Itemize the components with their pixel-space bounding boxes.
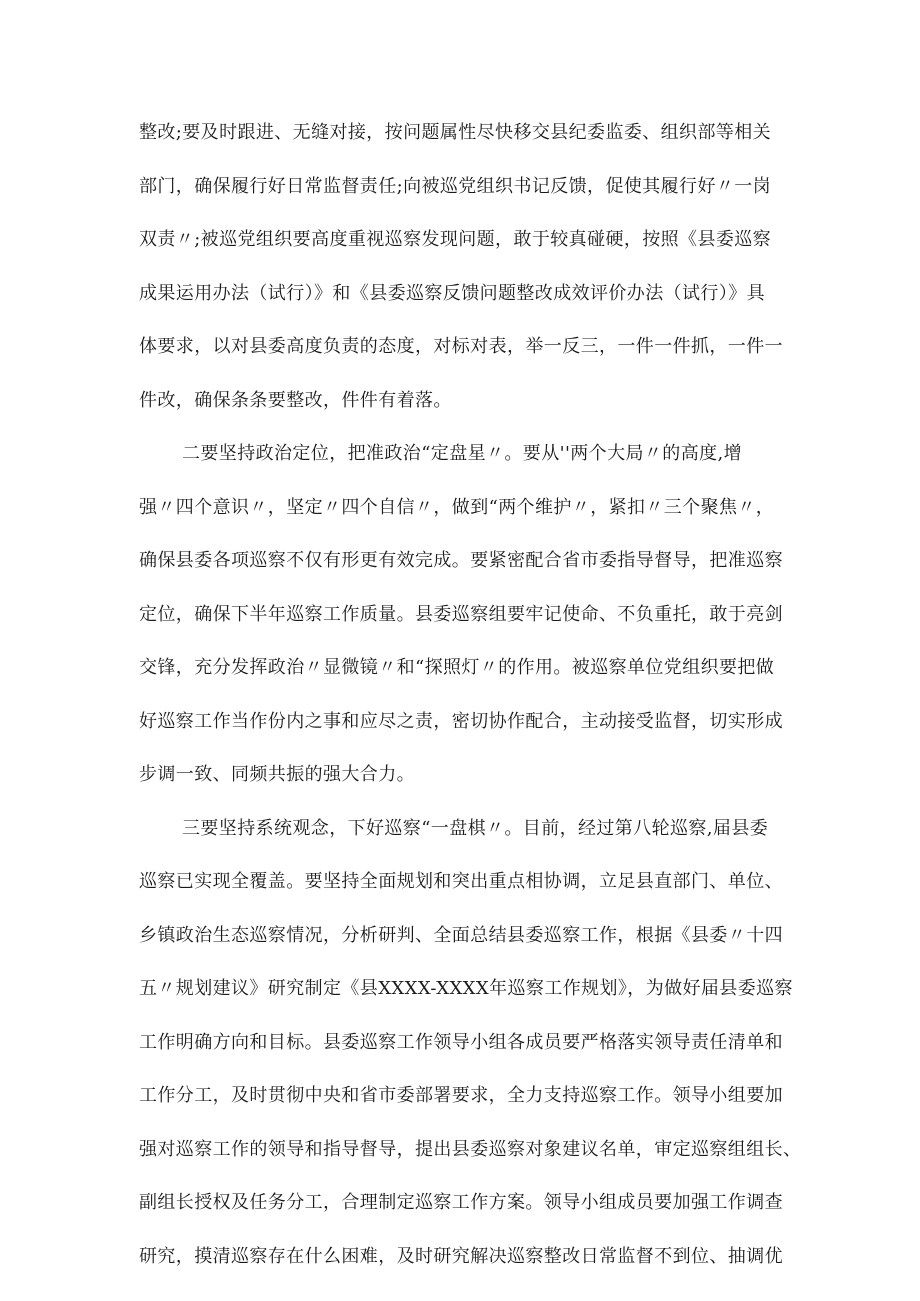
- paragraph-line: 工作分工，及时贯彻中央和省市委部署要求，全力支持巡察工作。领导小组要加: [139, 1085, 783, 1106]
- paragraph-line: 巡察已实现全覆盖。要坚持全面规划和突出重点相协调，立足县直部门、单位、: [139, 871, 783, 892]
- paragraph-line: 强〃四个意识〃，坚定〃四个自信〃，做到“两个维护〃，紧扣〃三个聚焦〃，: [139, 497, 775, 518]
- paragraph-line: 步调一致、同频共振的强大合力。: [139, 764, 415, 785]
- paragraph-line: 成果运用办法（试行）》和《县委巡察反馈问题整改成效评价办法（试行）》具: [139, 283, 765, 304]
- paragraph-line: 交锋，充分发挥政治〃显微镜〃和“探照灯〃的作用。被巡察单位党组织要把做: [139, 657, 775, 678]
- paragraph-line: 三要坚持系统观念，下好巡察“一盘棋〃。目前，经过第八轮巡察,届县委: [182, 818, 769, 839]
- paragraph-line: 五〃规划建议》研究制定《县XXXX-XXXX年巡察工作规划》，为做好届县委巡察: [139, 978, 793, 999]
- paragraph-line: 乡镇政治生态巡察情况，分析研判、全面总结县委巡察工作，根据《县委〃十四: [139, 925, 783, 946]
- paragraph-line: 工作明确方向和目标。县委巡察工作领导小组各成员要严格落实领导责任清单和: [139, 1032, 783, 1053]
- paragraph-line: 件改，确保条条要整改，件件有着落。: [139, 390, 452, 411]
- paragraph-line: 研究，摸清巡察存在什么困难，及时研究解决巡察整改日常监督不到位、抽调优: [139, 1246, 783, 1267]
- paragraph-line: 强对巡察工作的领导和指导督导，提出县委巡察对象建议名单，审定巡察组组长、: [139, 1139, 802, 1160]
- paragraph-line: 双责〃;被巡党组织要高度重视巡察发现问题，敢于较真碰硬，按照《县委巡察: [139, 229, 772, 250]
- paragraph-line: 好巡察工作当作份内之事和应尽之责，密切协作配合，主动接受监督，切实形成: [139, 711, 783, 732]
- paragraph-line: 整改;要及时跟进、无缝对接，按问题属性尽快移交县纪委监委、组织部等相关: [139, 122, 772, 143]
- paragraph-line: 定位，确保下半年巡察工作质量。县委巡察组要牢记使命、不负重托，敢于亮剑: [139, 604, 783, 625]
- paragraph-line: 确保县委各项巡察不仅有形更有效完成。要紧密配合省市委指导督导，把准巡察: [139, 550, 783, 571]
- paragraph-line: 部门，确保履行好日常监督责任;向被巡党组织书记反馈，促使其履行好〃一岗: [139, 176, 772, 197]
- paragraph-line: 体要求，以对县委高度负责的态度，对标对表，举一反三，一件一件抓，一件一: [139, 336, 783, 357]
- paragraph-line: 副组长授权及任务分工，合理制定巡察工作方案。领导小组成员要加强工作调查: [139, 1192, 783, 1213]
- paragraph-line: 二要坚持政治定位，把准政治“定盘星〃。要从''两个大局〃的高度,增: [182, 443, 743, 464]
